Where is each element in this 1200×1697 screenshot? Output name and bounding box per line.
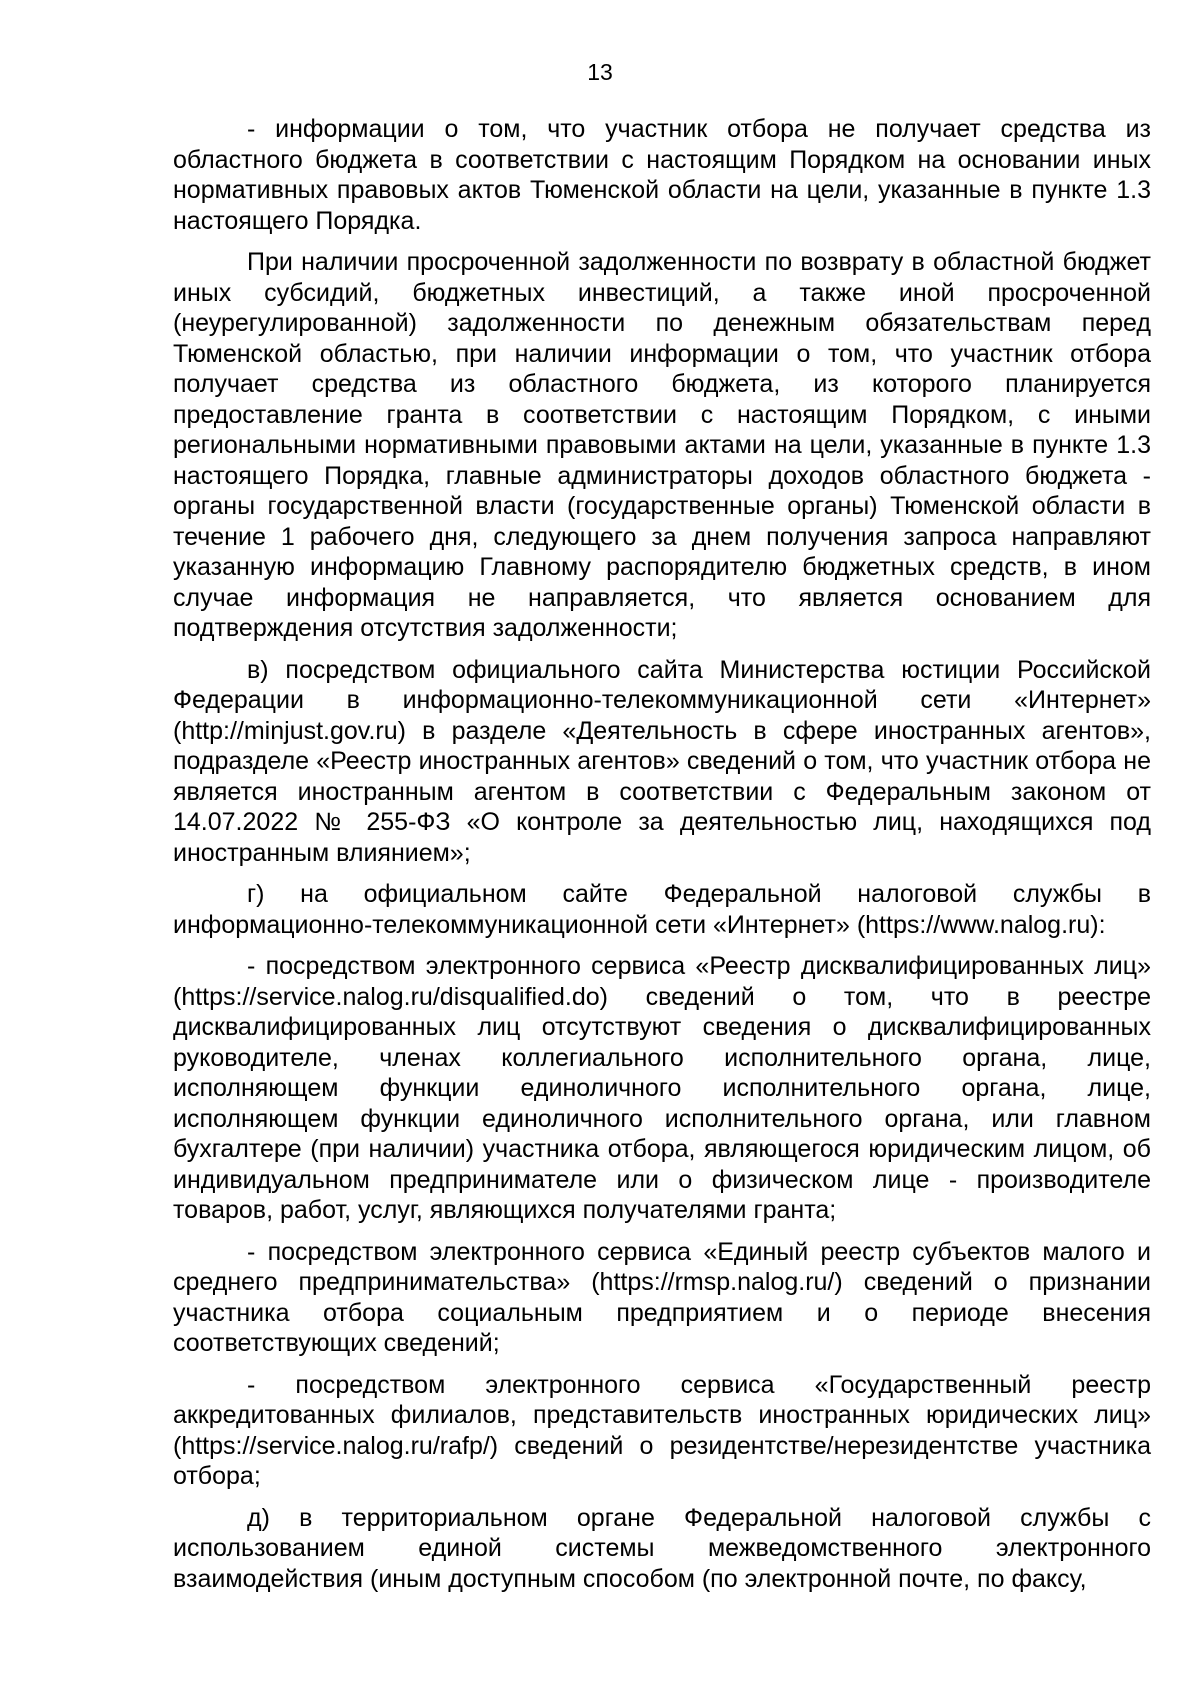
paragraph-info-not-receiving-funds: - информации о том, что участник отбора не получает средства из областного бюджета в соответствии с настоящим Порядком на основании иных нормативных правовых актов Тюменской области на цели, указанные в пункте 1.3 настоящего Порядка.	[173, 115, 1151, 235]
page-number: 13	[587, 59, 613, 85]
document-body	[173, 114, 1151, 1605]
paragraph-item-g-nalog: г) на официальном сайте Федеральной налоговой службы в информационно-телекоммуникационной сети «Интернет» (https://www.nalog.ru):	[173, 880, 1151, 939]
paragraph-rmsp-registry: - посредством электронного сервиса «Единый реестр субъектов малого и среднего предпринимательства» (https://rmsp.nalog.ru/) сведений о признании участника отбора социальным предприятием и о периоде внесения соответствующих сведений;	[173, 1237, 1151, 1357]
paragraph-item-d-tax-authority: д) в территориальном органе Федеральной налоговой службы с использованием единой системы межведомственного электронного взаимодействия (иным доступным способом (по электронной почте, по факсу,	[173, 1503, 1151, 1593]
paragraph-overdue-debt: При наличии просроченной задолженности по возврату в областной бюджет иных субсидий, бюджетных инвестиций, а также иной просроченной (неурегулированной) задолженности по денежным обязательствам перед Тюменской областью, при наличии информации о том, что участник отбора получает средства из областного бюджета, из которого планируется предоставление гранта в соответствии с настоящим Порядком, с иными региональными нормативными правовыми актами на цели, указанные в пункте 1.3 настоящего Порядка, главные администраторы доходов областного бюджета - органы государственной власти (государственные органы) Тюменской области в течение 1 рабочего дня, следующего за днем получения запроса направляют указанную информацию Главному распорядителю бюджетных средств, в ином случае информация не направляется, что является основанием для подтверждения отсутствия задолженности;	[173, 248, 1151, 642]
paragraph-disqualified-registry: - посредством электронного сервиса «Реестр дисквалифицированных лиц» (https://service.nalog.ru/disqualified.do) сведений о том, что в реестре дисквалифицированных лиц отсутствуют сведения о дисквалифицированных руководителе, членах коллегиального исполнительного органа, лице, исполняющем функции единоличного исполнительного органа, лице, исполняющем функции единоличного исполнительного органа, или главном бухгалтере (при наличии) участника отбора, являющегося юридическим лицом, об индивидуальном предпринимателе или о физическом лице - производителе товаров, работ, услуг, являющихся получателями гранта;	[173, 952, 1151, 1224]
paragraph-item-v-minjust: в) посредством официального сайта Министерства юстиции Российской Федерации в информационно-телекоммуникационной сети «Интернет» (http://minjust.gov.ru) в разделе «Деятельность в сфере иностранных агентов», подразделе «Реестр иностранных агентов» сведений о том, что участник отбора не является иностранным агентом в соответствии с Федеральным законом от 14.07.2022 № 255-ФЗ «О контроле за деятельностью лиц, находящихся под иностранным влиянием»;	[173, 655, 1151, 867]
paragraph-rafp-registry: - посредством электронного сервиса «Государственный реестр аккредитованных филиалов, представительств иностранных юридических лиц» (https://service.nalog.ru/rafp/) сведений о резидентстве/нерезидентстве участника отбора;	[173, 1370, 1151, 1490]
